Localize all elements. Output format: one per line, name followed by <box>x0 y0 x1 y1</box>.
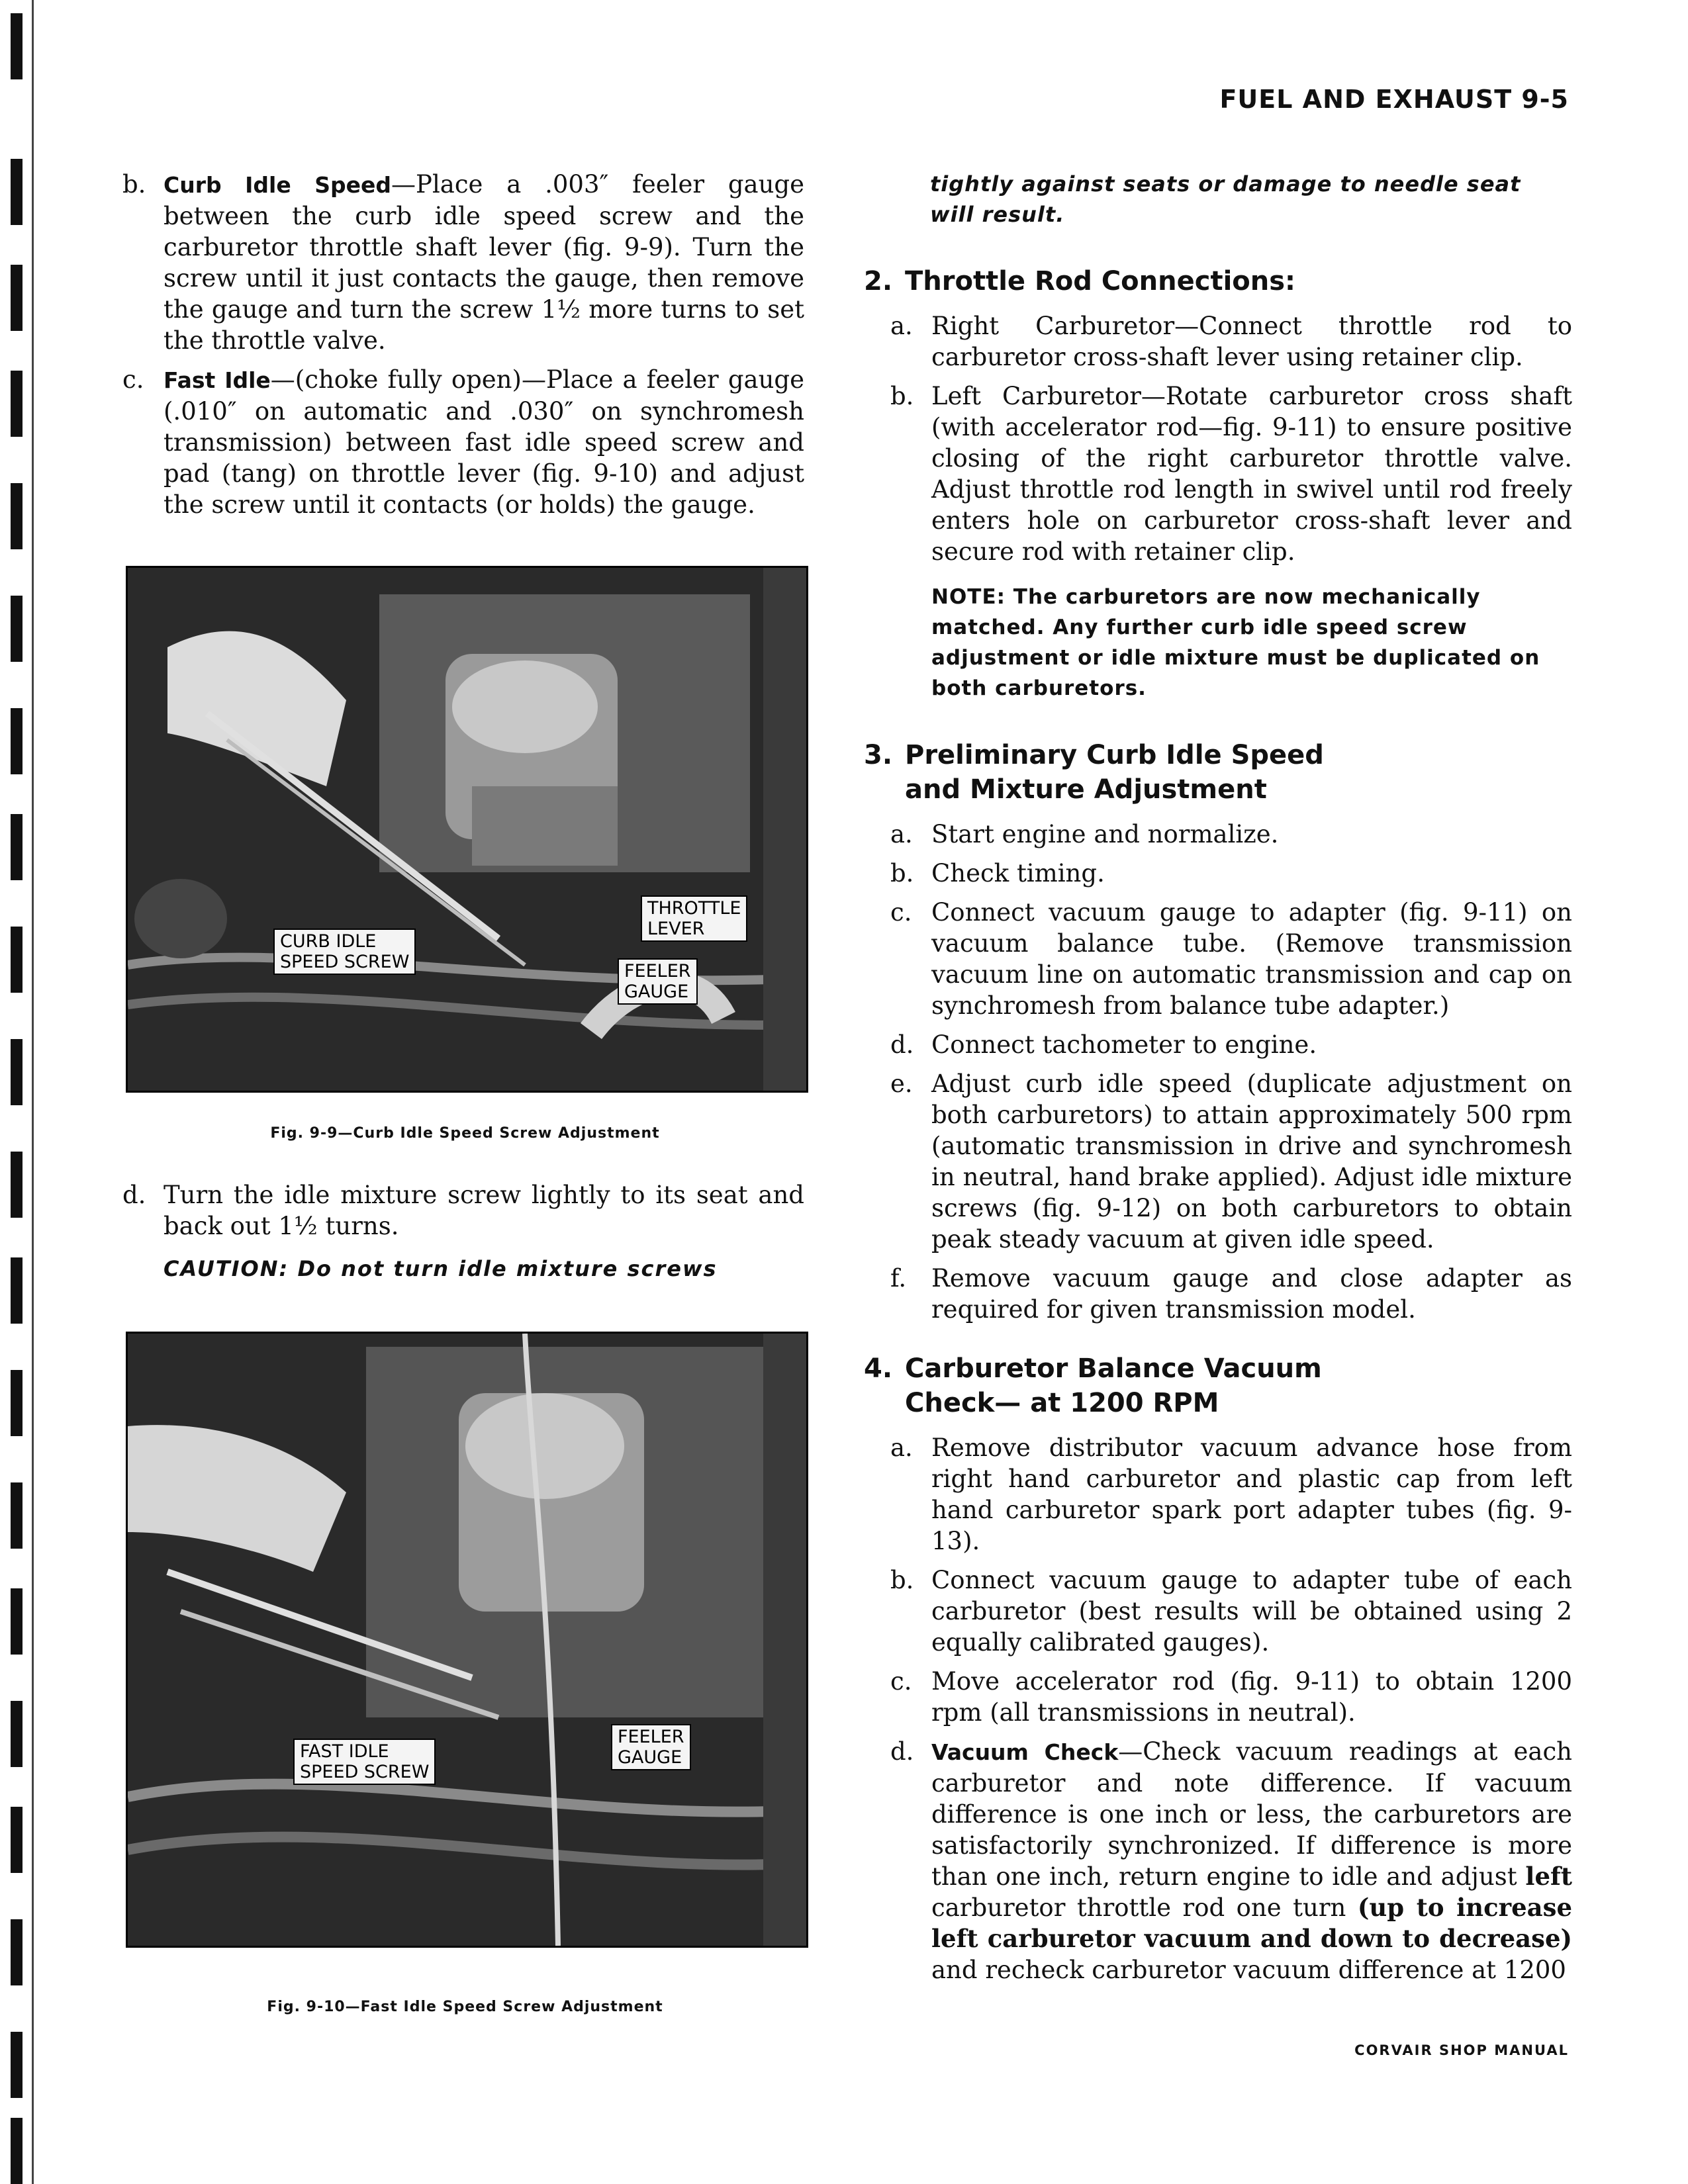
left-column <box>122 169 804 528</box>
item-label: a. <box>890 312 913 340</box>
section-4-item-b <box>890 1565 1572 1658</box>
binding-margin <box>7 0 40 2184</box>
item-label: c. <box>122 365 144 394</box>
item-text: Connect vacuum gauge to adapter (fig. 9-11) on vacuum balance tube. (Remove transmission vacuum line on automatic transmission and cap on synchromesh from balance tube adapter.) <box>931 898 1572 1020</box>
item-label: b. <box>890 382 914 410</box>
binding-hole <box>11 265 23 331</box>
figure-caption: Fig. 9-10—Fast Idle Speed Screw Adjustment <box>267 1999 663 2015</box>
item-text: Right Carburetor—Connect throttle rod to carburetor cross-shaft lever using retainer clip. <box>931 312 1572 371</box>
item-text: Turn the idle mixture screw lightly to its seat and back out 1½ turns. <box>164 1181 804 1240</box>
item-label: c. <box>890 898 912 927</box>
section-number: 2. <box>864 266 893 296</box>
section-heading-3 <box>864 738 1572 807</box>
item-text: Move accelerator rod (fig. 9-11) to obtain 1200 rpm (all transmissions in neutral). <box>931 1667 1572 1727</box>
item-text: Check timing. <box>931 859 1105 887</box>
item-text: Connect tachometer to engine. <box>931 1030 1317 1059</box>
section-4-item-a <box>890 1432 1572 1557</box>
item-text: —Place a .003″ feeler gauge between the curb idle speed screw and the carburetor throttle shaft lever (fig. 9-9). Turn the screw until it just contacts the gauge, then remove the gauge and turn the screw 1½ more turns to set the throttle valve. <box>164 170 804 355</box>
section-4-item-d <box>890 1736 1572 1985</box>
section-3-item-b <box>890 858 1572 889</box>
section-4-item-c <box>890 1666 1572 1728</box>
section-3-item-f <box>890 1263 1572 1325</box>
left-item-c <box>122 364 804 520</box>
binding-hole <box>11 708 23 774</box>
caution-continued: tightly against seats or damage to needle seat will result. <box>930 171 1521 227</box>
run-in-heading: Curb Idle Speed <box>164 172 392 198</box>
item-text: and recheck carburetor vacuum difference at 1200 <box>931 1956 1566 1984</box>
section-title: Throttle Rod Connections: <box>905 266 1296 296</box>
section-2-item-a <box>890 310 1572 373</box>
figure-curb-idle-photo <box>126 566 808 1093</box>
item-text: Remove vacuum gauge and close adapter as required for given transmission model. <box>931 1264 1572 1324</box>
item-label: b. <box>890 859 914 887</box>
callout-throttle-lever: THROTTLE LEVER <box>641 895 747 942</box>
item-label: d. <box>890 1737 914 1766</box>
binding-line <box>32 0 34 2184</box>
left-column-lower <box>122 1179 804 1284</box>
binding-hole <box>11 1588 23 1655</box>
item-text: —(choke fully open)—Place a feeler gauge (.010″ on automatic and .030″ on synchromesh transmission) between fast idle speed screw and pad (tang) on throttle lever (fig. 9-10) and adjust the screw until it contacts (or holds) the gauge. <box>164 365 804 519</box>
callout-fast-idle-speed-screw: FAST IDLE SPEED SCREW <box>293 1739 436 1785</box>
binding-hole <box>11 371 23 437</box>
item-label: d. <box>890 1030 914 1059</box>
section-3-item-a <box>890 819 1572 850</box>
item-text: carburetor throttle rod one turn <box>931 1893 1358 1922</box>
section-heading-4 <box>864 1351 1572 1420</box>
page-footer: CORVAIR SHOP MANUAL <box>1354 2042 1569 2058</box>
binding-hole <box>11 596 23 662</box>
run-in-heading: Vacuum Check <box>931 1739 1119 1765</box>
running-head: FUEL AND EXHAUST 9-5 <box>1219 85 1569 114</box>
binding-hole <box>11 1919 23 1985</box>
section-3-items <box>864 819 1572 1325</box>
emphasis-text: (up to increase left carburetor vacuum and down to decrease) <box>931 1893 1572 1953</box>
section-2-items <box>864 310 1572 704</box>
section-4-items <box>864 1432 1572 1985</box>
item-label: b. <box>122 170 146 199</box>
section-2-item-b <box>890 381 1572 567</box>
binding-hole <box>11 1152 23 1218</box>
binding-hole <box>11 1370 23 1436</box>
item-label: a. <box>890 820 913 848</box>
run-in-heading: Fast Idle <box>164 367 271 393</box>
binding-hole <box>11 1807 23 1873</box>
callout-feeler-gauge: FEELER GAUGE <box>618 958 698 1005</box>
item-text: Adjust curb idle speed (duplicate adjustment on both carburetors) to attain approximately 500 rpm (automatic transmission in drive and synchromesh in neutral, hand brake applied). Adjust idle mixture screws (fig. 9-12) on both carburetors to obtain peak steady vacuum at given idle speed. <box>931 1069 1572 1253</box>
section-number: 4. <box>864 1353 893 1384</box>
binding-hole <box>11 814 23 880</box>
left-item-d <box>122 1179 804 1242</box>
binding-hole <box>11 159 23 225</box>
binding-hole <box>11 1257 23 1324</box>
item-text: Connect vacuum gauge to adapter tube of each carburetor (best results will be obtained using 2 equally calibrated gauges). <box>931 1566 1572 1657</box>
callout-curb-idle-speed-screw: CURB IDLE SPEED SCREW <box>273 929 416 975</box>
section-3-item-c <box>890 897 1572 1021</box>
item-label: b. <box>890 1566 914 1594</box>
binding-hole <box>11 1482 23 1549</box>
item-label: a. <box>890 1433 913 1462</box>
section-heading-2 <box>864 264 1572 298</box>
section-number: 3. <box>864 740 893 770</box>
engine-photo-illustration <box>128 1334 806 1946</box>
binding-hole <box>11 1039 23 1105</box>
binding-hole <box>11 483 23 549</box>
item-label: c. <box>890 1667 912 1696</box>
section-title: Carburetor Balance Vacuum Check— at 1200 RPM <box>905 1353 1322 1418</box>
item-text: —Check vacuum readings at each carburetor and note difference. If vacuum difference is one inch or less, the carburetors are satisfactorily synchronized. If difference is more than one inch, return engine to idle and adjust <box>931 1737 1572 1891</box>
binding-hole <box>11 1701 23 1767</box>
figure-caption: Fig. 9-9—Curb Idle Speed Screw Adjustment <box>270 1125 660 1142</box>
left-item-b <box>122 169 804 356</box>
right-column <box>864 169 1572 1993</box>
section-title: Preliminary Curb Idle Speed and Mixture Adjustment <box>905 740 1324 805</box>
binding-hole <box>11 2032 23 2098</box>
caution-text: CAUTION: Do not turn idle mixture screws <box>164 1256 718 1281</box>
binding-hole <box>11 13 23 79</box>
figure-fast-idle-photo <box>126 1332 808 1948</box>
item-label: e. <box>890 1069 913 1098</box>
item-text: Remove distributor vacuum advance hose from right hand carburetor and plastic cap from left hand carburetor spark port adapter tubes (fig. 9-13). <box>931 1433 1572 1555</box>
callout-feeler-gauge: FEELER GAUGE <box>611 1724 691 1770</box>
item-label: d. <box>122 1181 146 1209</box>
item-text: Left Carburetor—Rotate carburetor cross shaft (with accelerator rod—fig. 9-11) to ensure positive closing of the right carburetor throttle valve. Adjust throttle rod length in swivel until rod freely enters hole on carburetor cross-shaft lever and secure rod with retainer clip. <box>931 382 1572 566</box>
item-text: Start engine and normalize. <box>931 820 1279 848</box>
binding-hole <box>11 2118 23 2184</box>
engine-photo-illustration <box>128 568 806 1091</box>
binding-hole <box>11 927 23 993</box>
item-label: f. <box>890 1264 907 1293</box>
section-3-item-d <box>890 1029 1572 1060</box>
section-3-item-e <box>890 1068 1572 1255</box>
emphasis-text: left <box>1525 1862 1572 1891</box>
note-text: NOTE: The carburetors are now mechanically matched. Any further curb idle speed screw adjustment or idle mixture must be duplicated on both carburetors. <box>931 585 1540 700</box>
